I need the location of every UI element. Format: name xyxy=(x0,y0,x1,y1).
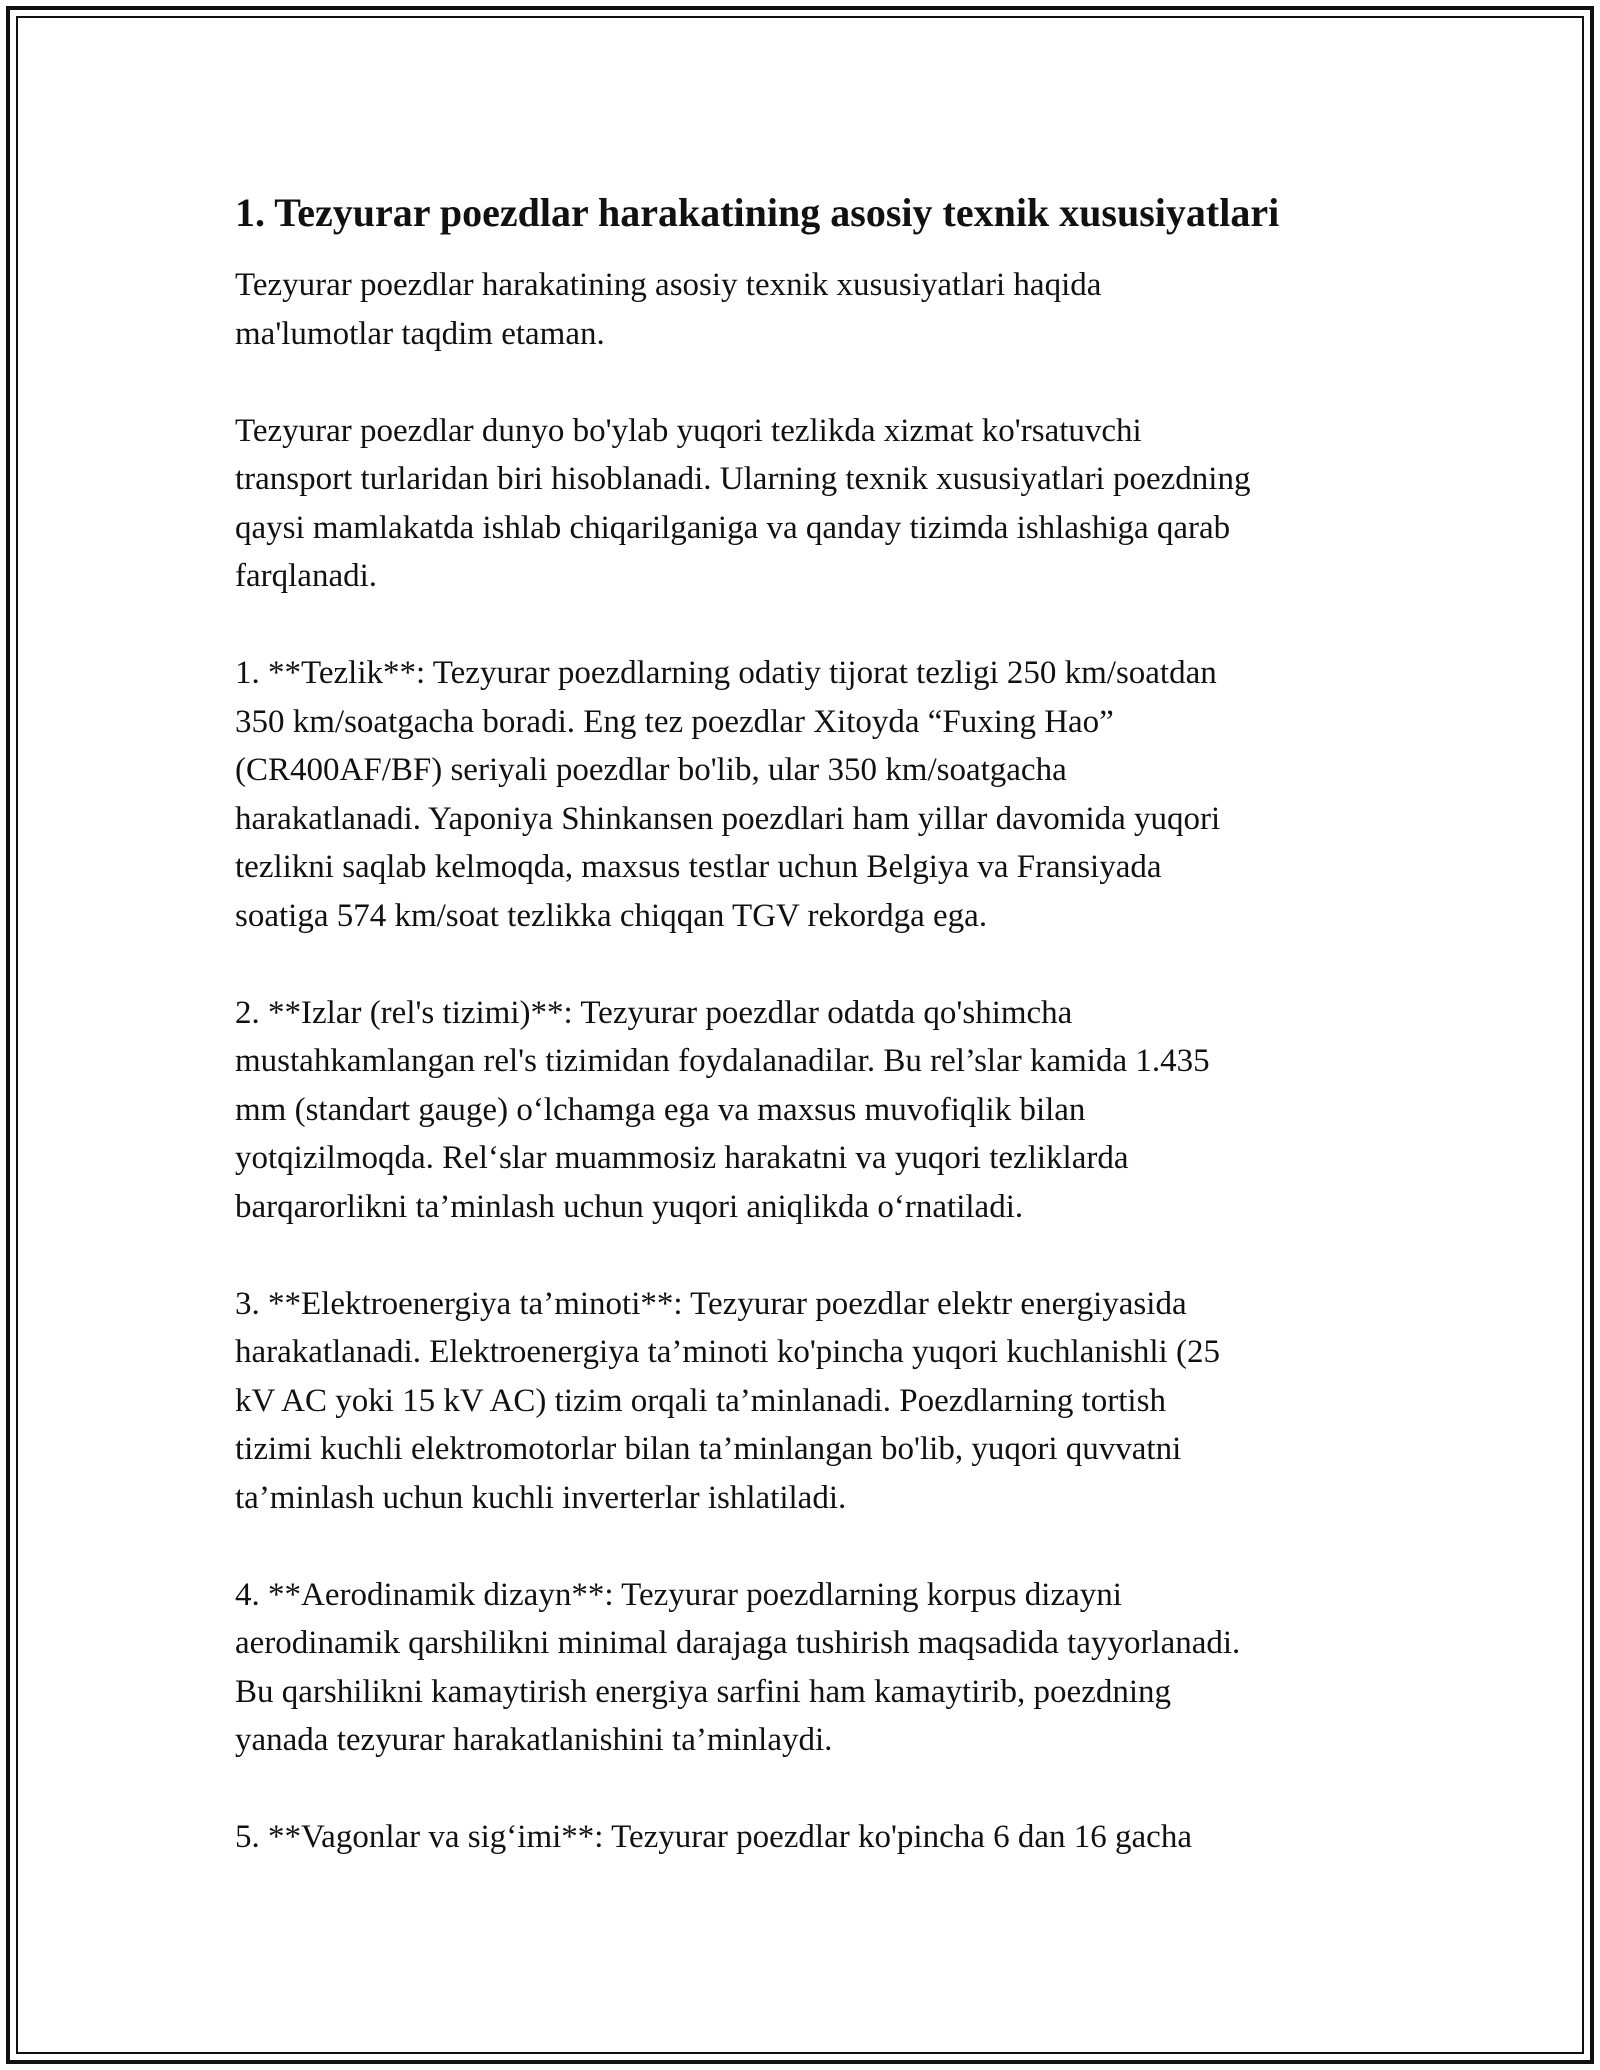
text-line: 5. **Vagonlar va sig‘imi**: Tezyurar poezdlar ko'pincha 6 dan 16 gacha xyxy=(235,1819,1192,1855)
list-item-power-supply xyxy=(235,1280,1370,1523)
paragraph-gap xyxy=(235,1765,1370,1814)
text-line: ma'lumotlar taqdim etaman. xyxy=(235,315,605,352)
text-line: ta’minlash uchun kuchli inverterlar ishlatiladi. xyxy=(235,1479,847,1516)
text-line: mustahkamlangan rel's tizimidan foydalanadilar. Bu rel’slar kamida 1.435 xyxy=(235,1043,1210,1079)
overview-paragraph xyxy=(235,407,1370,601)
text-line: tezlikni saqlab kelmoqda, maxsus testlar uchun Belgiya va Fransiyada xyxy=(235,849,1162,885)
document-title: 1. Tezyurar poezdlar harakatining asosiy texnik xususiyatlari xyxy=(235,190,1280,235)
paragraph-gap xyxy=(235,1522,1370,1571)
document-body xyxy=(235,185,1370,1862)
text-line: 4. **Aerodinamik dizayn**: Tezyurar poezdlarning korpus dizayni xyxy=(235,1576,1122,1613)
text-line: tizimi kuchli elektromotorlar bilan ta’minlangan bo'lib, yuqori quvvatni xyxy=(235,1431,1182,1467)
text-line: Tezyurar poezdlar harakatining asosiy texnik xususiyatlari haqida xyxy=(235,267,1102,303)
intro-paragraph xyxy=(235,261,1370,358)
paragraph-gap xyxy=(235,1231,1370,1280)
text-line: mm (standart gauge) o‘lchamga ega va maxsus muvofiqlik bilan xyxy=(235,1091,1086,1128)
text-line: 1. **Tezlik**: Tezyurar poezdlarning odatiy tijorat tezligi 250 km/soatdan xyxy=(235,655,1217,691)
text-line: transport turlaridan biri hisoblanadi. Ularning texnik xususiyatlari poezdning xyxy=(235,461,1251,497)
list-item-speed xyxy=(235,649,1370,940)
list-item-cars-capacity xyxy=(235,1813,1370,1862)
paragraph-gap xyxy=(235,358,1370,407)
list-item-tracks xyxy=(235,989,1370,1232)
paragraph-gap xyxy=(235,601,1370,650)
list-item-aerodynamics xyxy=(235,1571,1370,1765)
text-line: yanada tezyurar harakatlanishini ta’minlaydi. xyxy=(235,1722,833,1758)
text-line: soatiga 574 km/soat tezlikka chiqqan TGV rekordga ega. xyxy=(235,897,988,934)
text-line: farqlanadi. xyxy=(235,558,378,594)
text-line: harakatlanadi. Elektroenergiya ta’minoti ko'pincha yuqori kuchlanishli (25 xyxy=(235,1334,1220,1370)
text-line: (CR400AF/BF) seriyali poezdlar bo'lib, ular 350 km/soatgacha xyxy=(235,752,1067,788)
text-line: qaysi mamlakatda ishlab chiqarilganiga va qanday tizimda ishlashiga qarab xyxy=(235,509,1231,546)
text-line: kV AC yoki 15 kV AC) tizim orqali ta’minlanadi. Poezdlarning tortish xyxy=(235,1382,1166,1419)
text-line: Tezyurar poezdlar dunyo bo'ylab yuqori tezlikda xizmat ko'rsatuvchi xyxy=(235,412,1142,449)
text-line: aerodinamik qarshilikni minimal darajaga tushirish maqsadida tayyorlanadi. xyxy=(235,1625,1241,1661)
text-line: yotqizilmoqda. Rel‘slar muammosiz harakatni va yuqori tezliklarda xyxy=(235,1140,1129,1176)
text-line: harakatlanadi. Yaponiya Shinkansen poezdlari ham yillar davomida yuqori xyxy=(235,800,1221,837)
text-line: Bu qarshilikni kamaytirish energiya sarfini ham kamaytirib, poezdning xyxy=(235,1673,1172,1710)
text-line: barqarorlikni ta’minlash uchun yuqori aniqlikda o‘rnatiladi. xyxy=(235,1188,1024,1225)
text-line: 2. **Izlar (rel's tizimi)**: Tezyurar poezdlar odatda qo'shimcha xyxy=(235,994,1073,1031)
paragraph-gap xyxy=(235,940,1370,989)
text-line: 3. **Elektroenergiya ta’minoti**: Tezyurar poezdlar elektr energiyasida xyxy=(235,1285,1187,1322)
text-line: 350 km/soatgacha boradi. Eng tez poezdlar Xitoyda “Fuxing Hao” xyxy=(235,703,1114,740)
